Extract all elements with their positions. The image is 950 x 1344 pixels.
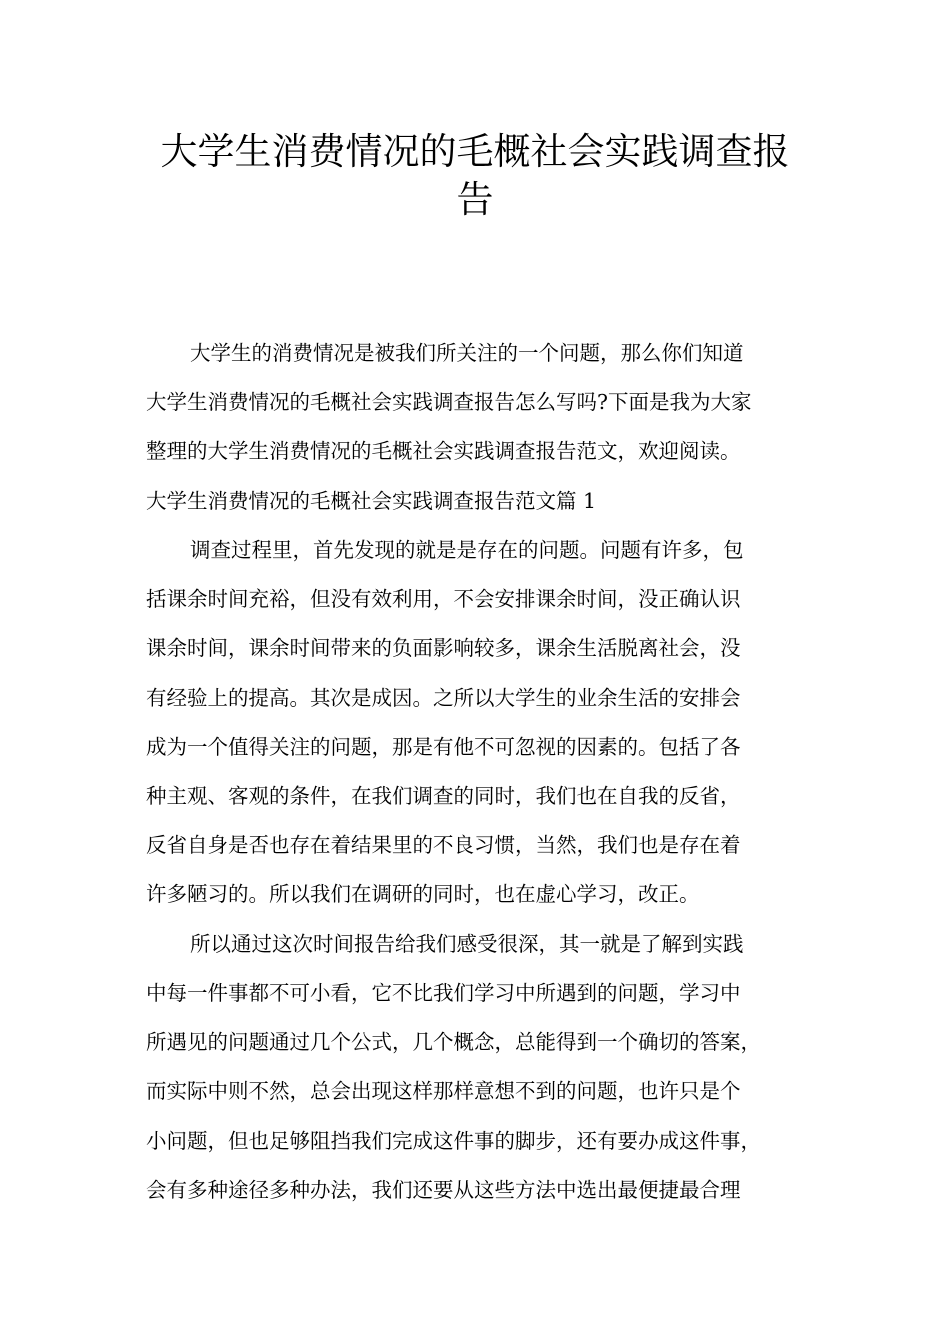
paragraph-line: 会有多种途径多种办法，我们还要从这些方法中选出最便捷最合理 — [146, 1178, 741, 1202]
paragraph-line: 大学生消费情况的毛概社会实践调查报告怎么写吗?下面是我为大家 — [146, 390, 752, 414]
paragraph-line: 课余时间，课余时间带来的负面影响较多，课余生活脱离社会，没 — [146, 636, 741, 660]
paragraph-line: 反省自身是否也存在着结果里的不良习惯，当然，我们也是存在着 — [146, 833, 741, 857]
section-heading: 大学生消费情况的毛概社会实践调查报告范文篇 1 — [146, 489, 597, 513]
paragraph-line: 括课余时间充裕，但没有效利用，不会安排课余时间，没正确认识 — [146, 587, 741, 611]
paragraph-line: 所以通过这次时间报告给我们感受很深，其一就是了解到实践 — [190, 932, 744, 956]
paragraph-line: 有经验上的提高。其次是成因。之所以大学生的业余生活的安排会 — [146, 686, 741, 710]
paragraph-line: 小问题，但也足够阻挡我们完成这件事的脚步，还有要办成这件事， — [146, 1129, 761, 1153]
paragraph-line: 而实际中则不然，总会出现这样那样意想不到的问题，也许只是个 — [146, 1079, 741, 1103]
paragraph-line: 中每一件事都不可小看，它不比我们学习中所遇到的问题，学习中 — [146, 981, 741, 1005]
paragraph-line: 大学生的消费情况是被我们所关注的一个问题，那么你们知道 — [190, 341, 744, 365]
paragraph-line: 成为一个值得关注的问题，那是有他不可忽视的因素的。包括了各 — [146, 735, 741, 759]
title-line-2: 告 — [456, 178, 494, 221]
paragraph-line: 所遇见的问题通过几个公式，几个概念，总能得到一个确切的答案， — [146, 1030, 761, 1054]
paragraph-line: 种主观、客观的条件，在我们调查的同时，我们也在自我的反省， — [146, 784, 741, 808]
paragraph-line: 整理的大学生消费情况的毛概社会实践调查报告范文，欢迎阅读。 — [146, 439, 741, 463]
document-title — [140, 128, 810, 224]
paragraph-line: 调查过程里，首先发现的就是是存在的问题。问题有许多，包 — [190, 538, 744, 562]
paragraph-line: 许多陋习的。所以我们在调研的同时，也在虚心学习，改正。 — [146, 882, 700, 906]
title-line-1: 大学生消费情况的毛概社会实践调查报 — [160, 130, 790, 173]
